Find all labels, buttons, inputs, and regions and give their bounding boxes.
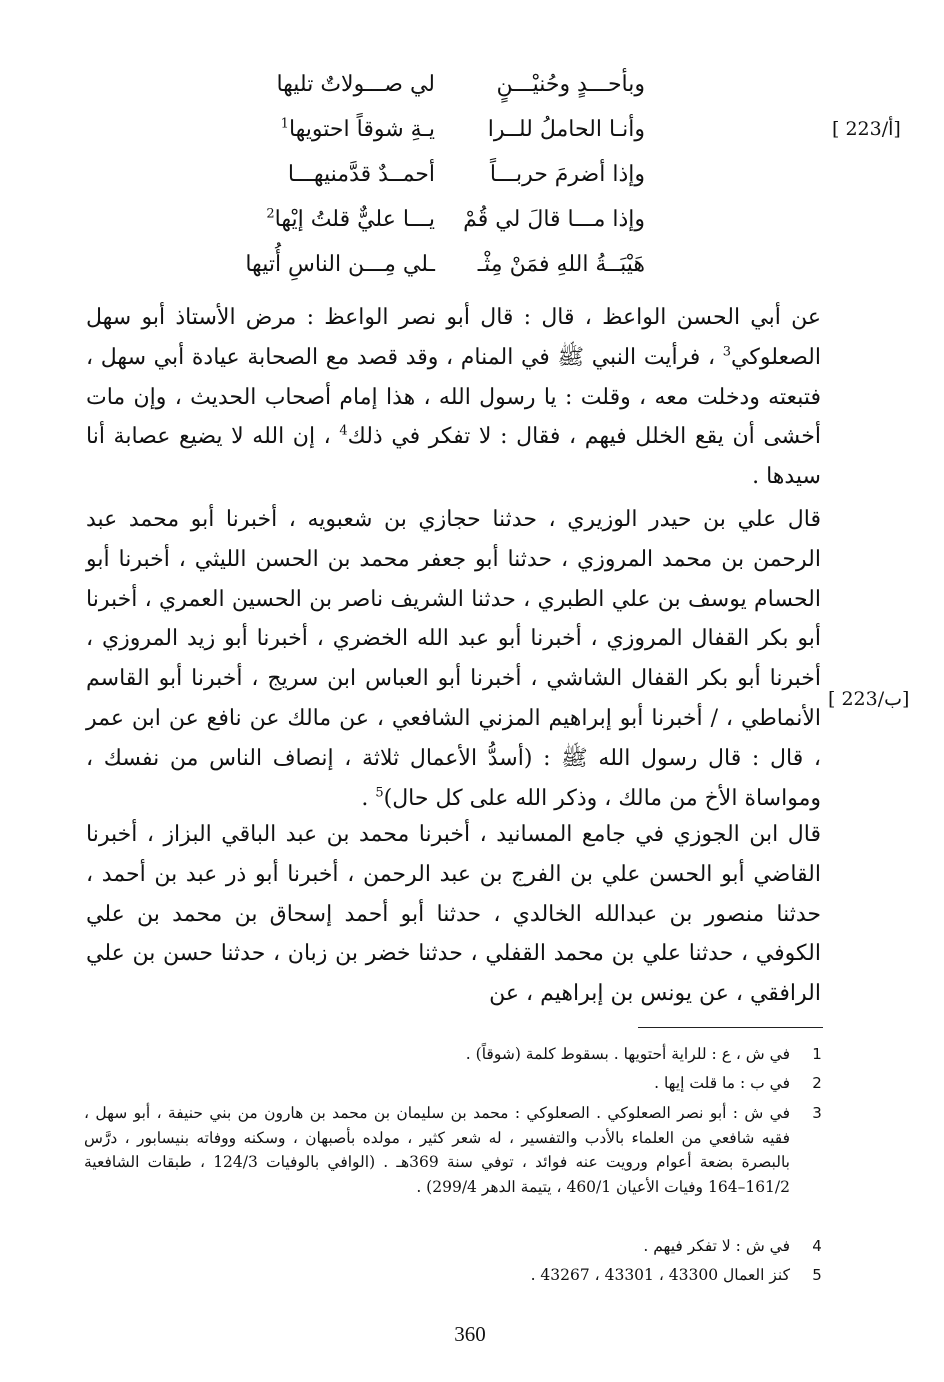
paragraph-ibn-aljawzi: قال ابن الجوزي في جامع المسانيد ، أخبرنا محمد بن عبد الباقي البزاز ، أخبرنا القاضي أبو الحسن علي بن الفرج بن عبد الرحمن ، أخبرنا أبو ذر عبد بن أحمد ، حدثنا منصور بن عبدالله الخالدي ، حدثنا أبو أحمد إسحاق بن محمد بن علي الكوفي ، حدثنا علي بن محمد القفلي ، حدثنا خضر بن زبان ، حدثنا حسن بن علي الرافقي ، عن يونس بن إبراهيم ، عن	[86, 822, 821, 1007]
verse-second-hemistich: ـلي مِـــن الناسِ أُتيها	[245, 252, 435, 277]
verse-second-hemistich: أحمــدٌ قدَّمنيهـــا	[287, 162, 435, 187]
footnote	[84, 1101, 824, 1199]
footnote-number: 1	[812, 1045, 822, 1063]
footnote-number: 2	[812, 1074, 822, 1092]
footnote-ref: 1	[280, 116, 289, 132]
verse-line	[245, 72, 645, 117]
footnote-ref: 2	[266, 206, 275, 222]
footnote-text: في ش : أبو نصر الصعلوكي . الصعلوكي : محمد بن سليمان بن محمد بن هارون من بني حنيفة ، أبو سهل ، فقيه شافعي من العلماء بالأدب والتفسير ، له شعر كثير ، مولده بأصبهان ، وسكنه ووفاته بنيسابور ، درَّس بالبصرة بضعة أعوام ورويت عنه فوائد ، توفي سنة 369هـ . (الوافي بالوفيات 124/3 ، طبقات الشافعية 161/2–164 وفيات الأعيان 460/1 ، يتيمة الدهر 299/4) .	[84, 1104, 790, 1196]
folio-marker-223b: [ 223/ب]	[828, 688, 910, 710]
footnote-number: 5	[812, 1266, 822, 1284]
text-run: ، فرأيت النبي ﷺ في المنام ، وقد قصد مع الصحابة عيادة أبي سهل ، فتبعته ودخلت معه ، وقلت : يا رسول الله ، هذا إمام أصحاب الحديث ، وإن مات أخشى أن يقع الخلل فيهم ، فقال : لا تفكر في ذلك	[86, 344, 821, 450]
verse-line	[245, 162, 645, 207]
footnote-number: 4	[812, 1237, 822, 1255]
footnote-separator	[638, 1027, 823, 1028]
verse-first-hemistich: وإذا أضرمَ حربـــاً	[489, 162, 645, 187]
text-run: .	[361, 785, 376, 811]
footnote	[84, 1263, 824, 1288]
verse-first-hemistich: وإذا مـــا قالَ لي قُمْ	[463, 207, 645, 232]
footnote-text: في ش ، ع : للراية أحتويها . بسقوط كلمة (شوقاً) .	[465, 1045, 790, 1063]
footnote	[84, 1234, 824, 1259]
paragraph-isnad-hadith	[86, 500, 821, 818]
hemistich-text: يـــا عليٌّ قلتُ إيْها	[274, 207, 435, 232]
poem-block	[245, 72, 645, 297]
folio-marker-223a: [ 223/أ]	[832, 118, 901, 140]
verse-second-hemistich	[245, 207, 435, 232]
verse-line	[245, 207, 645, 252]
footnote-ref: 4	[339, 424, 348, 440]
footnote	[84, 1071, 824, 1096]
page-number: 360	[454, 1322, 486, 1346]
text-run: ، إن الله لا يضيع عصابة أنا سيدها .	[86, 424, 821, 490]
verse-first-hemistich: وبأحـــدٍ وحُنيْـــنٍ	[496, 72, 645, 97]
hemistich-text: يـةِ شوقاً احتويها	[288, 117, 435, 142]
text-run: قال علي بن حيدر الوزيري ، حدثنا حجازي بن شعبويه ، أخبرنا أبو محمد عبد الرحمن بن محمد المروزي ، حدثنا أبو جعفر محمد بن الحسن الليثي ، أخبرنا أبو الحسام يوسف بن علي الطبري ، حدثنا الشريف ناصر بن الحسين العمري ، أخبرنا أبو بكر القفال المروزي ، أخبرنا أبو عبد الله الخضري ، أخبرنا أبو زيد المروزي ، أخبرنا أبو بكر القفال الشاشي ، أخبرنا أبو العباس ابن سريج ، أخبرنا أبو القاسم الأنماطي ، / أخبرنا أبو إبراهيم المزني الشافعي ، عن مالك عن نافع عن ابن عمر ، قال : قال رسول الله ﷺ : (أسدُّ الأعمال ثلاثة ، إنصاف الناس من نفسك ، ومواساة الأخ من مالك ، وذكر الله على كل حال)	[86, 507, 821, 811]
text-run: عن أبي الحسن الواعظ ، قال : قال أبو نصر الواعظ : مرض الأستاذ أبو سهل الصعلوكي	[86, 305, 821, 370]
verse-first-hemistich: وأنـا الحاملُ للــرا	[487, 117, 645, 142]
footnote-ref: 5	[375, 785, 384, 801]
verse-second-hemistich: لي صـــولاتٌ تليها	[276, 72, 435, 97]
footnote	[84, 1042, 824, 1067]
verse-line	[245, 252, 645, 297]
paragraph-sahl-narration	[86, 298, 821, 497]
footnote-text: في ش : لا تفكر فيهم .	[643, 1237, 790, 1255]
footnote-text: في ب : ما قلت إيها .	[654, 1074, 790, 1092]
verse-first-hemistich: هَيْبَــةُ اللهِ فمَنْ مِثْـ	[477, 252, 645, 277]
footnote-number: 3	[812, 1104, 822, 1122]
footnote-text: كنز العمال 43300 ، 43301 ، 43267 .	[530, 1266, 790, 1284]
footnote-ref: 3	[722, 344, 732, 360]
verse-line	[245, 117, 645, 162]
verse-second-hemistich	[245, 117, 435, 142]
